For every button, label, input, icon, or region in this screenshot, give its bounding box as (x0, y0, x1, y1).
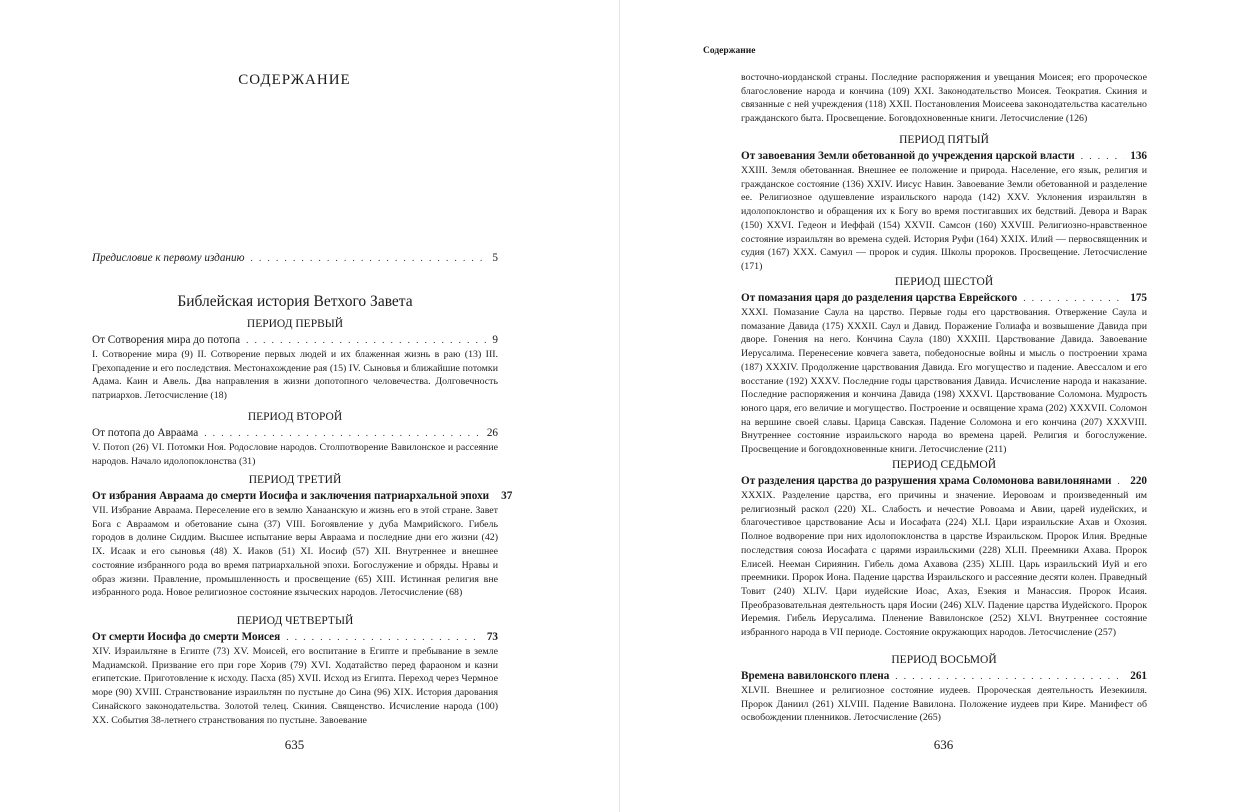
toc-entry[interactable] (92, 333, 498, 348)
entry-page: 136 (1130, 150, 1147, 162)
leader-dots (204, 426, 481, 441)
entry-title: От Сотворения мира до потопа (92, 334, 241, 346)
chapter-list: XXXIX. Разделение царства, его причины и значение. Иеровоам и произведенный им религиозный раскол (220) XL. Слабость и нечестие Ровоама и Авии, царей иудейских, и благочестивое царствование Асы и Иосафата (224) XLI. Цари израильские Ахав и Охозия. Полное водворение при них идолопоклонства в царстве Израильском. Пророк Илия. Вредные последствия союза Иосафата с царями израильскими (228) XLII. Преемники Ахава. Пророк Елисей. Нееман Сириянин. Гибель дома Ахавова (235) XLIII. Царь израильский Иуй и его преемники. Пророк Иона. Падение царства Израильского и рассеяние десяти колен. Праведный Товит (240) XLIV. Цари иудейские Иоас, Ахаз, Езекия и Манассия. Пророк Исаия. Преобразовательная деятельность царя Иосии (246) XLV. Падение царства Иудейского. Пророк Иеремия. Гибель Иерусалима. Пленение Вавилонское (252) XLVI. Внутреннее состояние избранного народа в VII периоде. Состояние окружающих народов. Летосчисление (257) (741, 490, 1147, 639)
period-section (741, 653, 1147, 725)
entry-page: 73 (486, 631, 498, 643)
period-heading: ПЕРИОД ЧЕТВЕРТЫЙ (236, 615, 354, 627)
period-heading: ПЕРИОД ПЕРВЫЙ (246, 318, 344, 330)
period-section (92, 473, 513, 600)
period-heading: ПЕРИОД ТРЕТИЙ (248, 474, 342, 486)
leader-dots (895, 669, 1124, 684)
leader-dots (1117, 474, 1124, 489)
preface-block (92, 251, 498, 266)
chapter-list: I. Сотворение мира (9) II. Сотворение первых людей и их блаженная жизнь в раю (13) III. Грехопадение и его последствия. Местонахождение рая (15) IV. Сыновья и ближайшие потомки Адама. Каин и Авель. Два направления в жизни допотопного человечества. Долговечность патриархов. Летосчисление (18) (92, 349, 498, 402)
toc-entry[interactable] (92, 426, 498, 441)
period-heading: ПЕРИОД ВТОРОЙ (247, 411, 343, 423)
toc-entry[interactable] (92, 630, 498, 645)
chapter-list: XXXI. Помазание Саула на царство. Первые годы его царствования. Отвержение Саула и помазание Давида (175) XXXII. Саул и Давид. Поражение Голиафа и возвышение Давида при дворе. Гонения на него. Кончина Саула (180) XXXIII. Царствование Давида. Завоевание Иерусалима. Перенесение ковчега завета, победоносные войны и мысль о построении храма (187) XXXIV. Продолжение царствования Давида. Его могущество и падение. Авессалом и его восстание (192) XXXV. Последние годы царствования Давида. Исчисление народа и наказание. Последние распоряжения и кончина Давида (198) XXXVI. Царствование Соломона. Мудрость юного царя, его величие и могущество. Построение и освящение храма (202) XXXVII. Соломон на вершине своей славы. Царица Савская. Падение Соломона и его кончина (207) XXXVIII. Внутреннее состояние израильского народа во времена царей. Религия и богослужение. Просвещение и боговдохновенные книги. Летосчисление (211) (741, 307, 1147, 456)
contents-title: СОДЕРЖАНИЕ (238, 72, 351, 88)
entry-page: 220 (1130, 475, 1147, 487)
leader-dots (1023, 291, 1124, 306)
page-number: 635 (284, 737, 305, 752)
leader-dots (250, 251, 486, 266)
period-heading: ПЕРИОД ПЯТЫЙ (899, 134, 989, 146)
toc-entry-preface[interactable] (92, 251, 498, 266)
period-heading: ПЕРИОД ВОСЬМОЙ (891, 654, 997, 666)
toc-entry[interactable] (92, 489, 513, 504)
period-section (92, 614, 498, 727)
entry-title: Времена вавилонского плена (741, 670, 890, 682)
period-section (741, 133, 1147, 274)
page-number: 636 (933, 737, 954, 752)
chapter-list: VII. Избрание Авраама. Переселение его в землю Ханаанскую и жизнь его в этой стране. Завет Бога с Авраамом и обетование сына (37) VIII. Богоявление у дуба Мамрийского. Гибель городов в долине Сиддим. Высшее испытание веры Авраама и последние дни его жизни (42) IX. Исаак и его сыновья (48) X. Иаков (51) XI. Иосиф (57) XII. Внутреннее и внешнее состояние избранного рода во время патриархальной эпохи. Богослужение и обряды. Нравы и образ жизни. Правление, промышленность и просвещение (65) XIII. Истинная религия вне избранного рода. Новое религиозное состояние языческих народов. Летосчисление (68) (92, 505, 498, 599)
chapter-list: XXIII. Земля обетованная. Внешнее ее положение и природа. Население, его язык, религия и гражданское состояние (136) XXIV. Иисус Навин. Завоевание Земли обетованной и разделение ее. Религиозное одушевление израильского народа (142) XXV. Уклонения израильтян в идолопоклонство и обращения их к Богу во время постигавших их бедствий. Девора и Варак (150) XXVI. Гедеон и Иеффай (154) XXVII. Самсон (160) XXVIII. Религиозно-нравственное состояние израильтян во времена судей. История Руфи (164) XXIX. Илий — первосвященник и судия (167) XXX. Самуил — пророк и судия. Школы пророков. Просвещение. Летосчисление (171) (741, 165, 1147, 272)
entry-page: 175 (1130, 292, 1147, 304)
period-heading: ПЕРИОД ШЕСТОЙ (894, 276, 994, 288)
toc-entry[interactable] (741, 474, 1147, 489)
entry-title: От разделения царства до разрушения храма Соломонова вавилонянами (741, 475, 1112, 487)
entry-title: От завоевания Земли обетованной до учреждения царской власти (741, 150, 1075, 162)
entry-title: От избрания Авраама до смерти Иосифа и заключения патриархальной эпохи (92, 490, 490, 502)
entry-page: 261 (1130, 670, 1147, 682)
entry-page: 9 (492, 334, 498, 346)
chapter-list: V. Потоп (26) VI. Потомки Ноя. Родословие народов. Столпотворение Вавилонское и рассеяние народов. Начало идолопоклонства (31) (92, 442, 498, 467)
period-section (92, 317, 498, 403)
right-page (620, 0, 1239, 812)
part-title: Библейская история Ветхого Завета (177, 293, 413, 310)
period-heading: ПЕРИОД СЕДЬМОЙ (892, 459, 996, 471)
entry-title: Предисловие к первому изданию (92, 252, 245, 264)
entry-page: 5 (492, 252, 498, 264)
leader-dots (1081, 149, 1125, 164)
entry-title: От смерти Иосифа до смерти Моисея (92, 631, 281, 643)
entry-title: От потопа до Авраама (92, 427, 199, 439)
continuation-text: восточно-иорданской страны. Последние распоряжения и увещания Моисея; его пророческое благословение народа и кончина (109) XXI. Законодательство Моисея. Теократия. Скиния и связанные с ней учреждения (118) XXII. Постановления Моисеева законодательства касательно гражданского быта. Просвещение. Боговдохновенные книги. Летосчисление (126) (741, 72, 1147, 125)
chapter-list: XLVII. Внешнее и религиозное состояние иудеев. Пророческая деятельность Иезекииля. Пророк Даниил (261) XLVIII. Падение Вавилона. Положение иудеев при Кире. Манифест об освобождении пленников. Летосчисление (265) (741, 685, 1147, 724)
chapter-list: XIV. Израильтяне в Египте (73) XV. Моисей, его воспитание в Египте и пребывание в земле Мадиамской. Призвание его при горе Хорив (79) XVI. Ходатайство перед фараоном и казни египетские. Приготовление к исходу. Пасха (85) XVII. Исход из Египта. Переход через Чермное море (90) XVIII. Странствование израильтян по пустыне до Сина (96) XIX. История дарования Синайского законодательства. Золотой телец. Скиния. Священство. Исчисление народа (100) XX. События 38-летнего странствования по пустыне. Завоевание (92, 646, 498, 726)
leader-dots (246, 333, 486, 348)
period-section (741, 275, 1147, 457)
running-head: Содержание (703, 46, 756, 56)
entry-page: 26 (486, 427, 498, 439)
toc-entry[interactable] (741, 149, 1147, 164)
entry-page: 37 (501, 490, 513, 502)
entry-title: От помазания царя до разделения царства Еврейского (741, 292, 1018, 304)
period-section (741, 458, 1147, 640)
leader-dots (286, 630, 481, 645)
toc-entry[interactable] (741, 291, 1147, 306)
period-section (92, 410, 498, 468)
toc-entry[interactable] (741, 669, 1147, 684)
